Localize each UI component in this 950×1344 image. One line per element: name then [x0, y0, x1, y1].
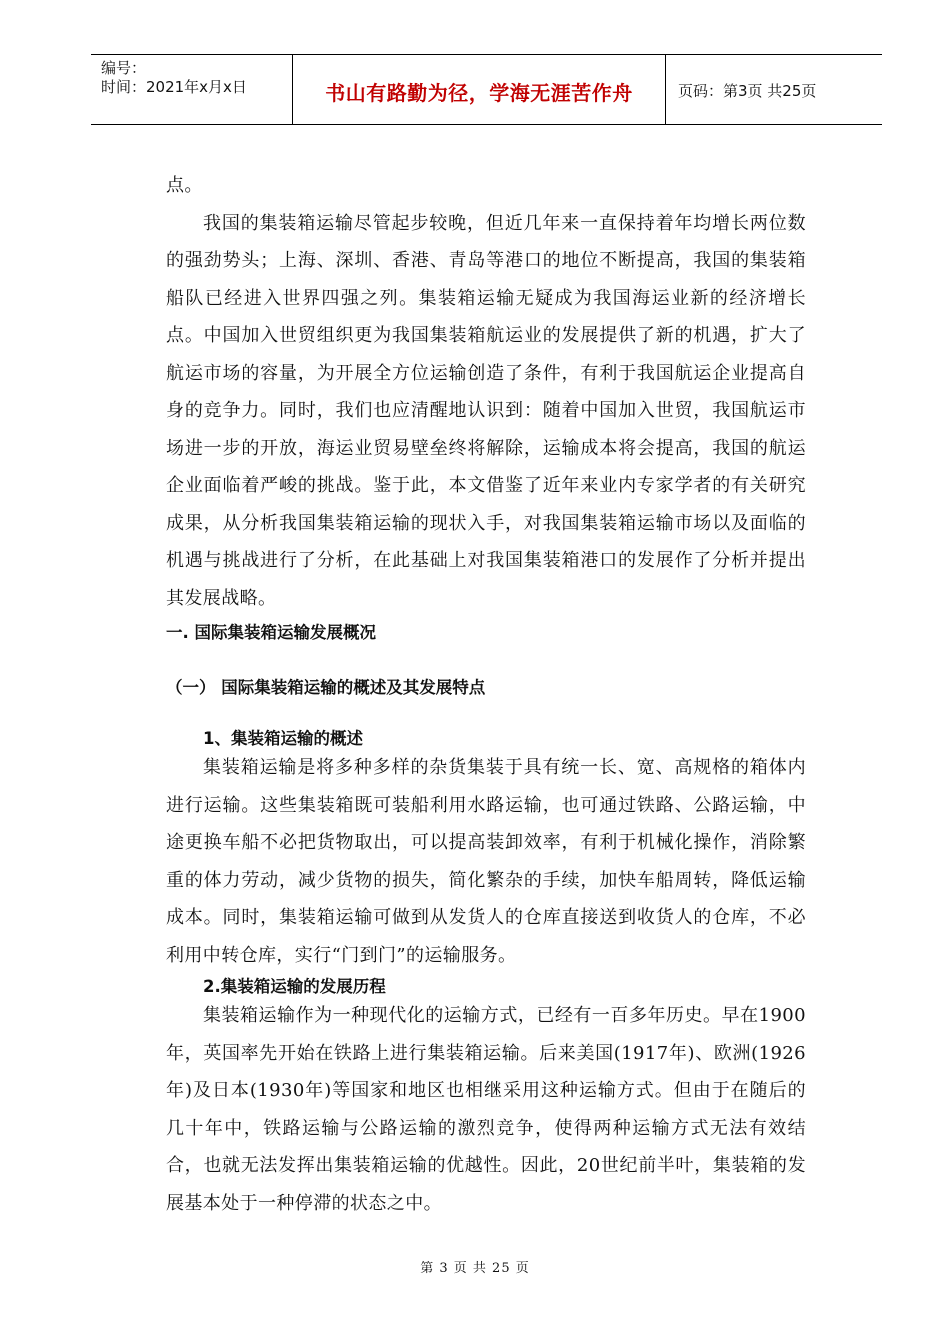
document-header	[91, 54, 882, 125]
heading-item-2: 2.集装箱运输的发展历程	[203, 977, 386, 996]
paragraph-overview: 集装箱运输是将多种多样的杂货集装于具有统一长、宽、高规格的箱体内进行运输。这些集装箱既可装船利用水路运输，也可通过铁路、公路运输，中途更换车船不必把货物取出，可以提高装卸效率，有利于机械化操作，消除繁重的体力劳动，减少货物的损失，简化繁杂的手续，加快车船周转，降低运输成本。同时，集装箱运输可做到从发货人的仓库直接送到收货人的仓库，不必利用中转仓库，实行“门到门”的运输服务。	[166, 757, 806, 966]
heading-subsection-1: （一） 国际集装箱运输的概述及其发展特点	[166, 678, 486, 697]
header-meta-cell	[91, 55, 293, 124]
paragraph-intro: 我国的集装箱运输尽管起步较晚，但近几年来一直保持着年均增长两位数的强劲势头；上海、深圳、香港、青岛等港口的地位不断提高，我国的集装箱船队已经进入世界四强之列。集装箱运输无疑成为我国海运业新的经济增长点。中国加入世贸组织更为我国集装箱航运业的发展提供了新的机遇，扩大了航运市场的容量，为开展全方位运输创造了条件，有利于我国航运企业提高自身的竞争力。同时，我们也应清醒地认识到：随着中国加入世贸，我国航运市场进一步的开放，海运业贸易壁垒终将解除，运输成本将会提高，我国的航运企业面临着严峻的挑战。鉴于此，本文借鉴了近年来业内专家学者的有关研究成果，从分析我国集装箱运输的现状入手，对我国集装箱运输市场以及面临的机遇与挑战进行了分析，在此基础上对我国集装箱港口的发展作了分析并提出其发展战略。	[166, 212, 806, 609]
paragraph-history: 集装箱运输作为一种现代化的运输方式，已经有一百多年历史。早在1900年，英国率先开始在铁路上进行集装箱运输。后来美国(1917年)、欧洲(1926年)及日本(1930年)等国家和地区也相继采用这种运输方式。但由于在随后的几十年中，铁路运输与公路运输的激烈竞争，使得两种运输方式无法有效结合，也就无法发挥出集装箱运输的优越性。因此，20世纪前半叶，集装箱的发展基本处于一种停滞的状态之中。	[166, 1005, 807, 1214]
page-footer: 第 3 页 共 25 页	[420, 1261, 530, 1276]
motto-text: 书山有路勤为径，学海无涯苦作舟	[325, 81, 633, 105]
header-page-info: 页码：第3页 共25页	[678, 82, 817, 100]
time-label: 时间：2021年x月x日	[101, 78, 247, 96]
header-motto-cell	[293, 55, 666, 124]
header-page-cell	[666, 55, 882, 124]
document-body	[166, 167, 806, 1222]
number-label: 编号：	[101, 59, 147, 77]
heading-section-1: 一. 国际集装箱运输发展概况	[166, 623, 377, 642]
heading-item-1: 1、集装箱运输的概述	[203, 729, 363, 748]
paragraph-continuation: 点。	[166, 175, 203, 196]
